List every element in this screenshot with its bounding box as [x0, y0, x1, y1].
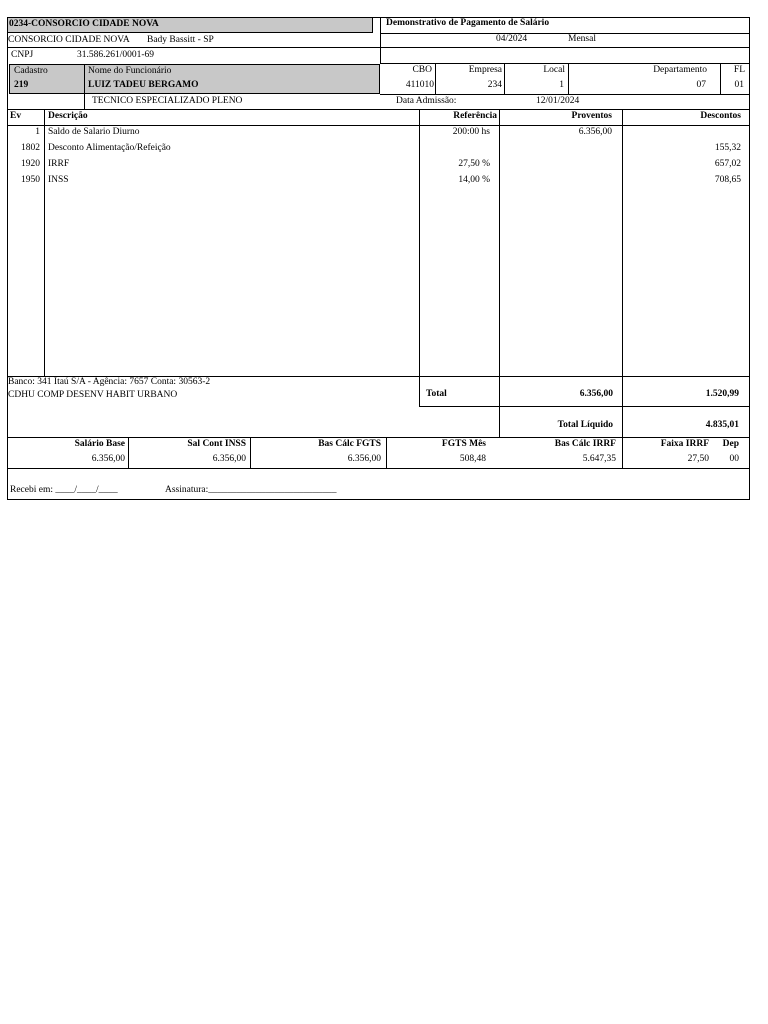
row-ev: 1920: [21, 159, 40, 169]
fgts-mes-label: FGTS Mês: [441, 439, 486, 449]
period-type: Mensal: [568, 34, 596, 44]
dep-value: 00: [729, 454, 739, 464]
employer-name: CDHU COMP DESENV HABIT URBANO: [8, 390, 178, 400]
liquido-value: 4.835,01: [705, 420, 739, 430]
cargo: TECNICO ESPECIALIZADO PLENO: [92, 96, 243, 106]
company-name: CONSORCIO CIDADE NOVA: [8, 35, 130, 45]
company-city: Bady Bassitt - SP: [147, 35, 214, 45]
cnpj-value: 31.586.261/0001-69: [77, 50, 155, 60]
salario-base-label: Salário Base: [74, 439, 125, 449]
bas-calc-fgts-label: Bas Cálc FGTS: [318, 439, 381, 449]
cbo-label: CBO: [412, 65, 432, 75]
row-descontos: 657,02: [714, 159, 741, 169]
bank-info: Banco: 341 Itaú S/A - Agência: 7657 Conta: 30563-2: [8, 377, 211, 387]
sal-cont-inss-value: 6.356,00: [212, 454, 246, 464]
col-header-descricao: Descrição: [48, 111, 88, 121]
cbo-value: 411010: [405, 80, 434, 90]
row-descricao: INSS: [48, 175, 69, 185]
row-descontos: 155,32: [714, 143, 741, 153]
fl-value: 01: [734, 80, 744, 90]
row-referencia: 27,50 %: [458, 159, 490, 169]
cnpj-label: CNPJ: [11, 50, 34, 60]
local-label: Local: [543, 65, 565, 75]
row-descricao: Saldo de Salario Diurno: [48, 127, 140, 137]
row-ev: 1802: [21, 143, 40, 153]
received-date-line: Recebi em: ____/____/____: [10, 485, 118, 495]
fgts-mes-value: 508,48: [459, 454, 486, 464]
sal-cont-inss-label: Sal Cont INSS: [187, 439, 246, 449]
total-descontos: 1.520,99: [705, 389, 739, 399]
total-label: Total: [426, 389, 447, 399]
dep-label: Dep: [722, 439, 739, 449]
cadastro-label: Cadastro: [14, 66, 48, 76]
empresa-value: 234: [487, 80, 502, 90]
row-referencia: 200:00 hs: [452, 127, 490, 137]
col-header-proventos: Proventos: [571, 111, 612, 121]
nome-value: LUIZ TADEU BERGAMO: [88, 80, 199, 90]
row-proventos: 6.356,00: [578, 127, 612, 137]
salario-base-value: 6.356,00: [91, 454, 125, 464]
row-descricao: Desconto Alimentação/Refeição: [48, 143, 171, 153]
bas-calc-irrf-value: 5.647,35: [582, 454, 616, 464]
col-header-referencia: Referência: [453, 111, 497, 121]
admissao-value: 12/01/2024: [536, 96, 580, 106]
empresa-label: Empresa: [468, 65, 502, 75]
local-value: 1: [559, 80, 564, 90]
cadastro-value: 219: [14, 80, 29, 90]
nome-label: Nome do Funcionário: [88, 66, 172, 76]
admissao-label: Data Admissão:: [396, 96, 457, 106]
col-header-ev: Ev: [10, 111, 22, 121]
fl-label: FL: [733, 65, 745, 75]
period: 04/2024: [496, 34, 528, 44]
signature-line: Assinatura:___________________________: [165, 485, 337, 495]
doc-title: Demonstrativo de Pagamento de Salário: [386, 18, 550, 28]
row-ev: 1950: [21, 175, 40, 185]
row-descricao: IRRF: [48, 159, 70, 169]
faixa-irrf-label: Faixa IRRF: [660, 439, 709, 449]
departamento-label: Departamento: [653, 65, 707, 75]
row-descontos: 708,65: [714, 175, 741, 185]
company-code-name: 0234-CONSORCIO CIDADE NOVA: [9, 19, 159, 29]
departamento-value: 07: [696, 80, 706, 90]
total-proventos: 6.356,00: [579, 389, 613, 399]
faixa-irrf-value: 27,50: [687, 454, 709, 464]
bas-calc-fgts-value: 6.356,00: [347, 454, 381, 464]
bas-calc-irrf-label: Bas Cálc IRRF: [554, 439, 616, 449]
liquido-label: Total Líquido: [557, 420, 613, 430]
col-header-descontos: Descontos: [700, 111, 741, 121]
row-ev: 1: [35, 127, 40, 137]
row-referencia: 14,00 %: [458, 175, 490, 185]
